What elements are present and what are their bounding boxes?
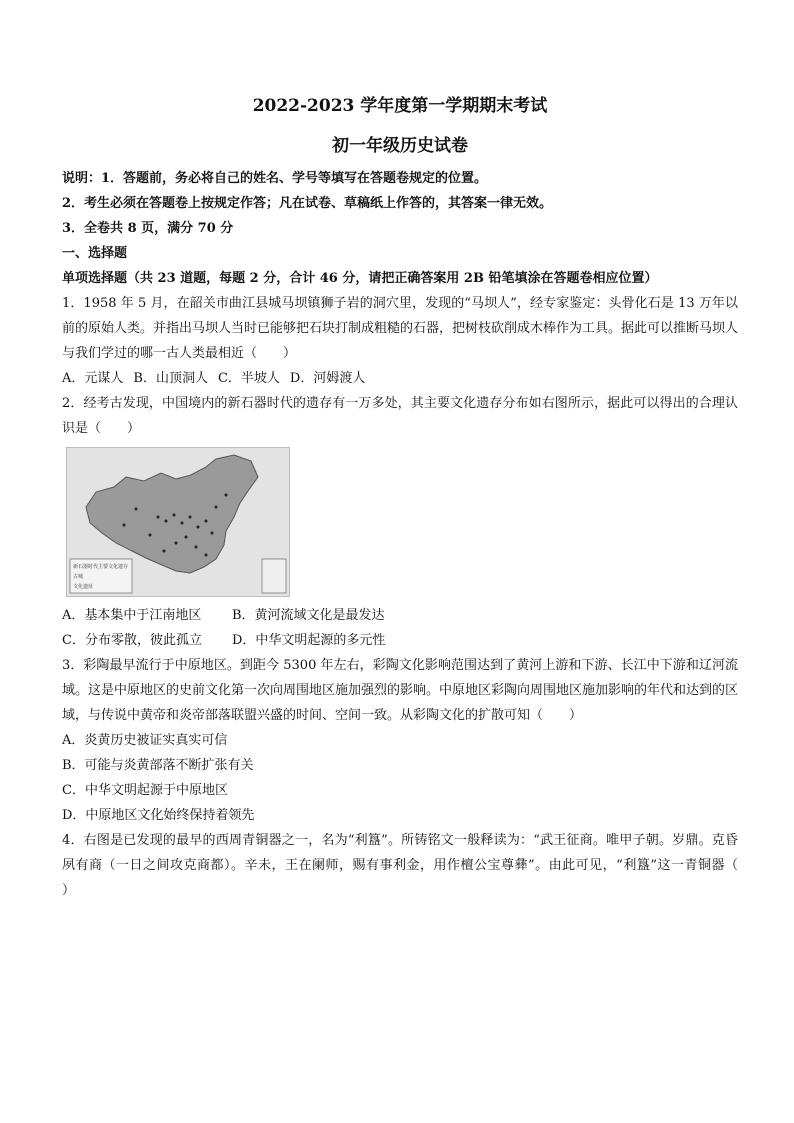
question-2-option-a: A．基本集中于江南地区 — [62, 608, 202, 623]
china-map-image — [66, 447, 290, 597]
neolithic-sites-map — [66, 447, 290, 597]
map-legend-item-1: 新石器时代主要文化遗存 — [73, 564, 129, 570]
question-2-option-d: D．中华文明起源的多元性 — [232, 633, 386, 648]
exam-subtitle: 初一年级历史试卷 — [332, 136, 468, 156]
section-title: 一、选择题 — [62, 246, 128, 261]
south-sea-inset — [262, 559, 286, 593]
question-2-options-row-2 — [62, 628, 738, 653]
exam-title: 2022-2023 学年度第一学期期末考试 — [252, 96, 548, 116]
question-1-stem: 1．1958 年 5 月，在韶关市曲江县城马坝镇狮子岩的洞穴里，发现的“马坝人”，经专家鉴定：头骨化石是 13 万年以前的原始人类。并指出马坝人当时已能够把石块打制成粗糙的石器，把树枝砍削成木棒作为工具。据此可以推断马坝人与我们学过的哪一古人类最相近（ ） — [62, 296, 739, 361]
section-description: 单项选择题（共 23 道题，每题 2 分，合计 46 分，请把正确答案用 2B 铅笔填涂在答题卷相应位置） — [62, 271, 658, 286]
question-3-stem: 3．彩陶最早流行于中原地区。到距今 5300 年左右，彩陶文化影响范围达到了黄河上游和下游、长江中下游和辽河流域。这是中原地区的史前文化第一次向周围地区施加强烈的影响。中原地区彩陶向周围地区施加影响的年代和达到的区域，与传说中黄帝和炎帝部落联盟兴盛的时间、空间一致。从彩陶文化的扩散可知（ ） — [62, 658, 739, 723]
map-legend-item-3: 文化遗址 — [73, 584, 94, 590]
exam-page — [62, 96, 765, 903]
question-3-option-c: C．中华文明起源于中原地区 — [62, 783, 228, 798]
question-2-option-c: C．分布零散，彼此孤立 — [62, 633, 202, 648]
question-3-option-a: A．炎黄历史被证实真实可信 — [62, 733, 228, 748]
question-3-option-b: B．可能与炎黄部落不断扩张有关 — [62, 758, 254, 773]
question-2-option-b: B．黄河流域文化是最发达 — [232, 608, 385, 623]
question-2-options-row-1 — [62, 603, 738, 628]
question-2-stem: 2．经考古发现，中国境内的新石器时代的遗存有一万多处，其主要文化遗存分布如右图所示，据此可以得出的合理认识是（ ） — [62, 396, 738, 436]
question-3-option-d: D．中原地区文化始终保持着领先 — [62, 808, 255, 823]
question-1-option-a: A．元谋人 — [62, 371, 124, 386]
instruction-3: 3．全卷共 8 页，满分 70 分 — [62, 221, 234, 236]
instruction-1: 说明：1．答题前，务必将自己的姓名、学号等填写在答题卷规定的位置。 — [62, 171, 488, 186]
question-1-options — [62, 366, 738, 391]
question-4-stem: 4．右图是已发现的最早的西周青铜器之一，名为“利簋”。所铸铭文一般释读为：“武王征商。唯甲子朝。岁鼎。克昏夙有商（一日之间攻克商都）。辛未，王在阑师，赐有事利金，用作檀公宝尊彝”。由此可见，“利簋”这一青铜器（ ） — [62, 833, 765, 898]
question-1-option-b: B．山顶洞人 — [133, 371, 208, 386]
question-1-option-d: D．河姆渡人 — [289, 371, 366, 386]
map-legend-item-2: 古城 — [73, 574, 84, 580]
instruction-2: 2．考生必须在答题卷上按规定作答；凡在试卷、草稿纸上作答的，其答案一律无效。 — [62, 196, 553, 211]
question-1-option-c: C．半坡人 — [217, 371, 280, 386]
